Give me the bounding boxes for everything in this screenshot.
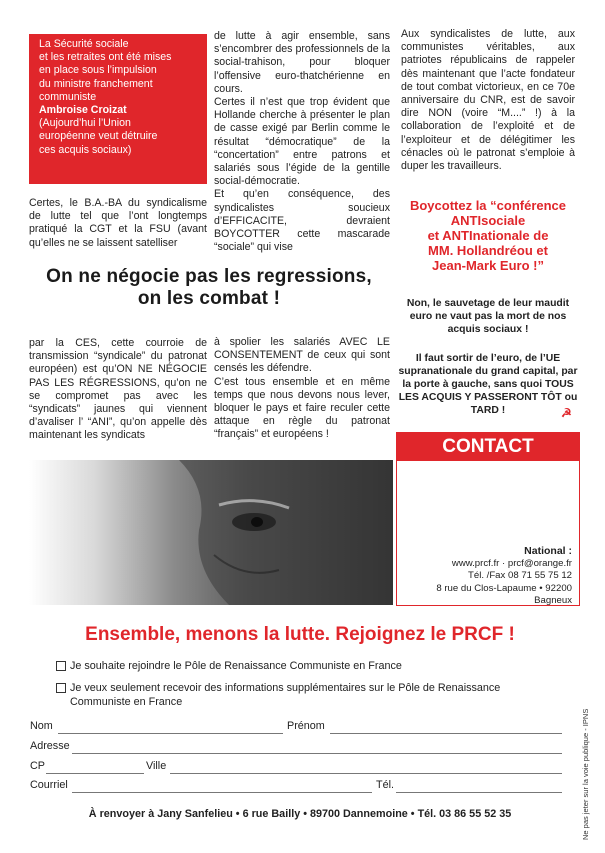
face-illustration: [29, 460, 393, 605]
cp-label: CP: [30, 760, 45, 772]
mid-col2: [214, 336, 390, 442]
croizat-line: en place sous l’impulsion: [39, 64, 157, 77]
boycott-title: [398, 198, 578, 273]
prenom-label: Prénom: [287, 720, 325, 732]
nom-field[interactable]: [58, 733, 283, 734]
headline: [22, 266, 396, 310]
tel-field[interactable]: [396, 792, 562, 793]
croizat-box: [29, 34, 207, 184]
mid-col1-text: par la CES, cette courroie de transmission “syndicale” du patronat européen) est qu’ON NE NÉGOCIE PAS LES RÉGRESSIONS, qu’on ne se compromet pas avec les “syndicats” jaunes qui viennent d’avaliser l’ “ANI”, qu’on appelle dès maintenant les syndicats: [29, 337, 207, 442]
info-checkbox[interactable]: [56, 683, 66, 693]
courriel-label: Courriel: [30, 779, 68, 791]
col2-paragraph: de lutte à agir ensemble, sans s’encombrer des professionnels de la social-trahison, pour bloquer l’offensive euro-thatchérienne en cours.: [214, 30, 390, 95]
join-cta: Ensemble, menons la lutte. Rejoignez le PRCF !: [85, 624, 515, 645]
croizat-line: du ministre franchement: [39, 77, 153, 90]
boycott-line: et ANTInationale de: [427, 228, 549, 243]
adresse-label: Adresse: [30, 740, 70, 752]
ville-label: Ville: [146, 760, 167, 772]
mid-col2-paragraph: à spolier les salariés AVEC LE CONSENTEMENT de ceux qui sont censés les défendre.: [214, 336, 390, 375]
join-option-label: Je souhaite rejoindre le Pôle de Renaissance Communiste en France: [70, 660, 402, 672]
contact-national: National :: [524, 545, 572, 557]
exit-euro-statement: Il faut sortir de l’euro, de l’UE supranationale du grand capital, par la porte à gauche, sans quoi TOUS LES ACQUIS Y PASSERONT TÔT ou TARD !: [398, 353, 578, 416]
contact-web-link[interactable]: www.prcf.fr · prcf@orange.fr: [451, 557, 572, 569]
col2-paragraph: Et qu’en conséquence, des syndicalistes soucieux d’EFFICACITE, devraient BOYCOTTER cette mascarade “sociale” qui vise: [214, 188, 390, 254]
info-option-label: Je veux seulement recevoir des informations supplémentaires sur le Pôle de Renaissance: [70, 682, 501, 694]
ipns-note: Ne pas jeter sur la voie publique - IPNS: [581, 708, 590, 840]
croizat-line: La Sécurité sociale: [39, 38, 129, 50]
info-option-label-cont: Communiste en France: [70, 696, 183, 708]
contact-title: CONTACT: [397, 433, 579, 461]
headline-line: On ne négocie pas les regressions,: [46, 266, 372, 287]
headline-line: on les combat !: [137, 288, 281, 309]
croizat-name: Ambroise Croizat: [39, 104, 127, 117]
croizat-line: et les retraites ont été mises: [39, 51, 172, 64]
prenom-field[interactable]: [330, 733, 562, 734]
croizat-line: européenne veut détruire: [39, 130, 158, 143]
courriel-field[interactable]: [72, 792, 372, 793]
boycott-line: ANTIsociale: [450, 213, 526, 228]
croizat-line: (Aujourd’hui l’Union: [39, 117, 131, 130]
boycott-line: Jean-Mark Euro !”: [432, 258, 544, 273]
col3-text: Aux syndicalistes de lutte, aux communistes véritables, aux patriotes républicains de rappeler dès maintenant que l’acte fondateur de tout combat victorieux, en ce 70e anniversaire du CNR, est de savoir dire NON (voire “M....” !) à la collaboration de l’exploité et de l’exploiteur et de délégitimer les cénacles où le patronat s’emploie à duper les travailleurs.: [401, 28, 575, 173]
adresse-field[interactable]: [72, 753, 562, 754]
croizat-line: ces acquis sociaux): [39, 143, 132, 156]
col2-paragraph: Certes il n’est que trop évident que Hollande cherche à présenter le plan de casse exigé par Berlin comme le résultat “démocratique” de la “concertation” entre patrons et salariés sous l’égide de la gentille social-démocratie.: [214, 96, 390, 188]
contact-phone: Tél. /Fax 08 71 55 75 12: [468, 570, 572, 581]
contact-address: 8 rue du Clos-Lapaume • 92200 Bagneux: [436, 582, 572, 606]
portrait-photo: [29, 460, 393, 605]
cp-field[interactable]: [46, 773, 144, 774]
boycott-line: Boycottez la “conférence: [409, 198, 567, 213]
euro-statement: Non, le sauvetage de leur maudit euro ne vaut pas la mort de nos acquis sociaux !: [406, 298, 570, 335]
nom-label: Nom: [30, 720, 53, 732]
tel-label: Tél.: [376, 779, 394, 791]
mid-col2-paragraph: C’est tous ensemble et en même temps que nous devons nous lever, bloquer le pays et faire reculer cette attaque en règle du patronat “français” et européens !: [214, 375, 390, 441]
join-checkbox[interactable]: [56, 661, 66, 671]
contact-details: [400, 545, 572, 608]
hammer-sickle-icon: ☭: [561, 406, 572, 420]
boycott-line: MM. Hollandréou et: [428, 243, 548, 258]
form-option-info[interactable]: [56, 681, 576, 709]
col2-top: [214, 30, 390, 254]
croizat-line: communiste: [39, 90, 97, 103]
return-address: À renvoyer à Jany Sanfelieu • 6 rue Bailly • 89700 Dannemoine • Tél. 03 86 55 52 35: [88, 808, 512, 820]
col1-text: Certes, le B.A.-BA du syndicalisme de lutte tel que l’ont longtemps pratiqué la CGT et la FSU (avant qu’elles ne se laissent satelliser: [29, 197, 207, 249]
form-option-join[interactable]: [56, 660, 576, 672]
ville-field[interactable]: [170, 773, 562, 774]
